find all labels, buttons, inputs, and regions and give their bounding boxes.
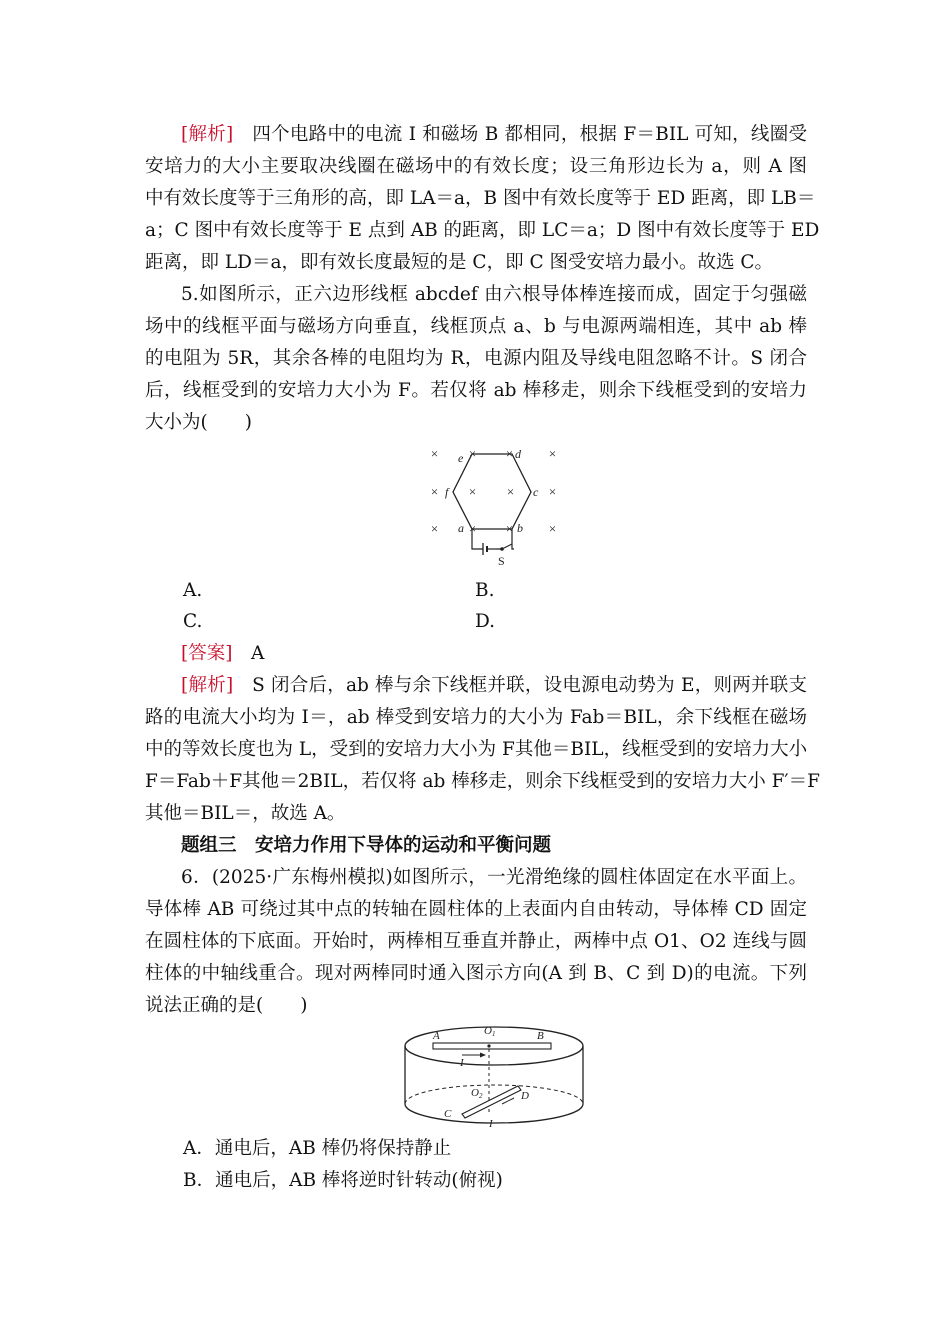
label-a: A: [433, 1030, 440, 1042]
switch-label: S: [498, 554, 505, 568]
q6-option-a[interactable]: A．通电后，AB 棒仍将保持静止: [183, 1138, 452, 1159]
field-cross: ×: [506, 484, 515, 499]
field-cross: ×: [468, 446, 477, 461]
analysis-tag: [解析]: [181, 124, 234, 145]
vertex-label-c: c: [533, 485, 539, 499]
analysis-1-line-3: 中有效长度等于三角形的高，即 LA＝a，B 图中有效长度等于 ED 距离，即 LB＝: [145, 188, 816, 209]
point-o1: [487, 1044, 490, 1047]
hexagon-circuit-figure: [420, 440, 570, 570]
question-5-line-2: 场中的线框平面与磁场方向垂直，线框顶点 a、b 与电源两端相连，其中 ab 棒: [145, 316, 807, 337]
question-6-line-4: 柱体的中轴线重合。现对两棒同时通入图示方向(A 到 B、C 到 D)的电流。下列: [145, 963, 807, 984]
analysis-1-line-2: 安培力的大小主要取决线圈在磁场中的有效长度；设三角形边长为 a，则 A 图: [145, 156, 807, 177]
field-cross: ×: [548, 521, 557, 536]
field-cross: ×: [430, 484, 439, 499]
current-arrowhead-ab: [480, 1053, 486, 1058]
analysis-5-line-4: F＝Fab＋F其他＝2BIL，若仅将 ab 棒移走，则余下线框受到的安培力大小 F′＝F: [145, 771, 820, 792]
field-cross: ×: [505, 446, 514, 461]
analysis-tag: [解析]: [181, 675, 234, 696]
question-5-line-3: 的电阻为 5R，其余各棒的电阻均为 R，电源内阻及导线电阻忽略不计。S 闭合: [145, 348, 807, 369]
vertex-label-b: b: [517, 521, 523, 535]
answer-row: [181, 638, 264, 670]
label-current-cd: I: [489, 1118, 493, 1130]
label-o1: O1: [484, 1025, 496, 1038]
label-c: C: [444, 1108, 452, 1120]
field-cross: ×: [548, 446, 557, 461]
answer-tag: [答案]: [181, 643, 233, 664]
cylinder-bottom-front: [405, 1104, 583, 1123]
option-d[interactable]: D.: [475, 611, 496, 632]
analysis-1-line-5: 距离，即 LD＝a，即有效长度最短的是 C，即 C 图受安培力最小。故选 C。: [145, 252, 774, 273]
q6-option-b[interactable]: B．通电后，AB 棒将逆时针转动(俯视): [183, 1170, 503, 1191]
analysis-1-line-1: [解析] 四个电路中的电流 I 和磁场 B 都相同，根据 F＝BIL 可知，线圈受: [181, 124, 807, 145]
option-a[interactable]: A.: [183, 580, 203, 601]
option-c[interactable]: C.: [183, 611, 203, 632]
field-cross: ×: [468, 484, 477, 499]
question-6-line-5: 说法正确的是( ): [145, 995, 308, 1016]
analysis-5-line-1: [解析] S 闭合后，ab 棒与余下线框并联，设电源电动势为 E，则两并联支: [181, 675, 807, 696]
vertex-label-f: f: [445, 485, 449, 499]
question-6-line-3: 在圆柱体的下底面。开始时，两棒相互垂直并静止，两棒中点 O1、O2 连线与圆: [145, 931, 807, 952]
switch-blade: [502, 544, 512, 549]
question-6-line-1: 6．(2025·广东梅州模拟)如图所示，一光滑绝缘的圆柱体固定在水平面上。: [181, 867, 807, 888]
label-d: D: [521, 1090, 529, 1102]
field-cross: ×: [430, 521, 439, 536]
question-5-line-4: 后，线框受到的安培力大小为 F。若仅将 ab 棒移走，则余下线框受到的安培力: [145, 380, 807, 401]
analysis-5-line-5: 其他＝BIL＝，故选 A。: [145, 803, 346, 824]
label-b: B: [537, 1030, 544, 1042]
cylinder-figure: [400, 1022, 588, 1130]
rod-ab: [433, 1043, 551, 1049]
answer-value: A: [250, 643, 265, 664]
label-o2: O2: [471, 1087, 483, 1100]
analysis-5-line-2: 路的电流大小均为 I＝，ab 棒受到安培力的大小为 Fab＝BIL，余下线框在磁场: [145, 707, 807, 728]
field-cross: ×: [468, 521, 477, 536]
field-cross: ×: [430, 446, 439, 461]
group-3-heading: 题组三 安培力作用下导体的运动和平衡问题: [181, 835, 552, 856]
question-5-line-1: 5.如图所示，正六边形线框 abcdef 由六根导体棒连接而成，固定于匀强磁: [181, 284, 807, 305]
vertex-label-a: a: [458, 521, 464, 535]
field-cross: ×: [505, 521, 514, 536]
hexagon-frame: [453, 454, 531, 529]
field-cross: ×: [548, 484, 557, 499]
option-b[interactable]: B.: [475, 580, 495, 601]
analysis-1-line-4: a；C 图中有效长度等于 E 点到 AB 的距离，即 LC＝a；D 图中有效长度等于 ED: [145, 220, 820, 241]
label-current-ab: I: [460, 1057, 464, 1069]
question-6-line-2: 导体棒 AB 可绕过其中点的转轴在圆柱体的上表面内自由转动，导体棒 CD 固定: [145, 899, 807, 920]
vertex-label-d: d: [515, 447, 521, 461]
question-5-line-5: 大小为( ): [145, 412, 252, 433]
vertex-label-e: e: [458, 451, 464, 465]
analysis-5-line-3: 中的等效长度也为 L，受到的安培力大小为 F其他＝BIL，线框受到的安培力大小: [145, 739, 808, 760]
